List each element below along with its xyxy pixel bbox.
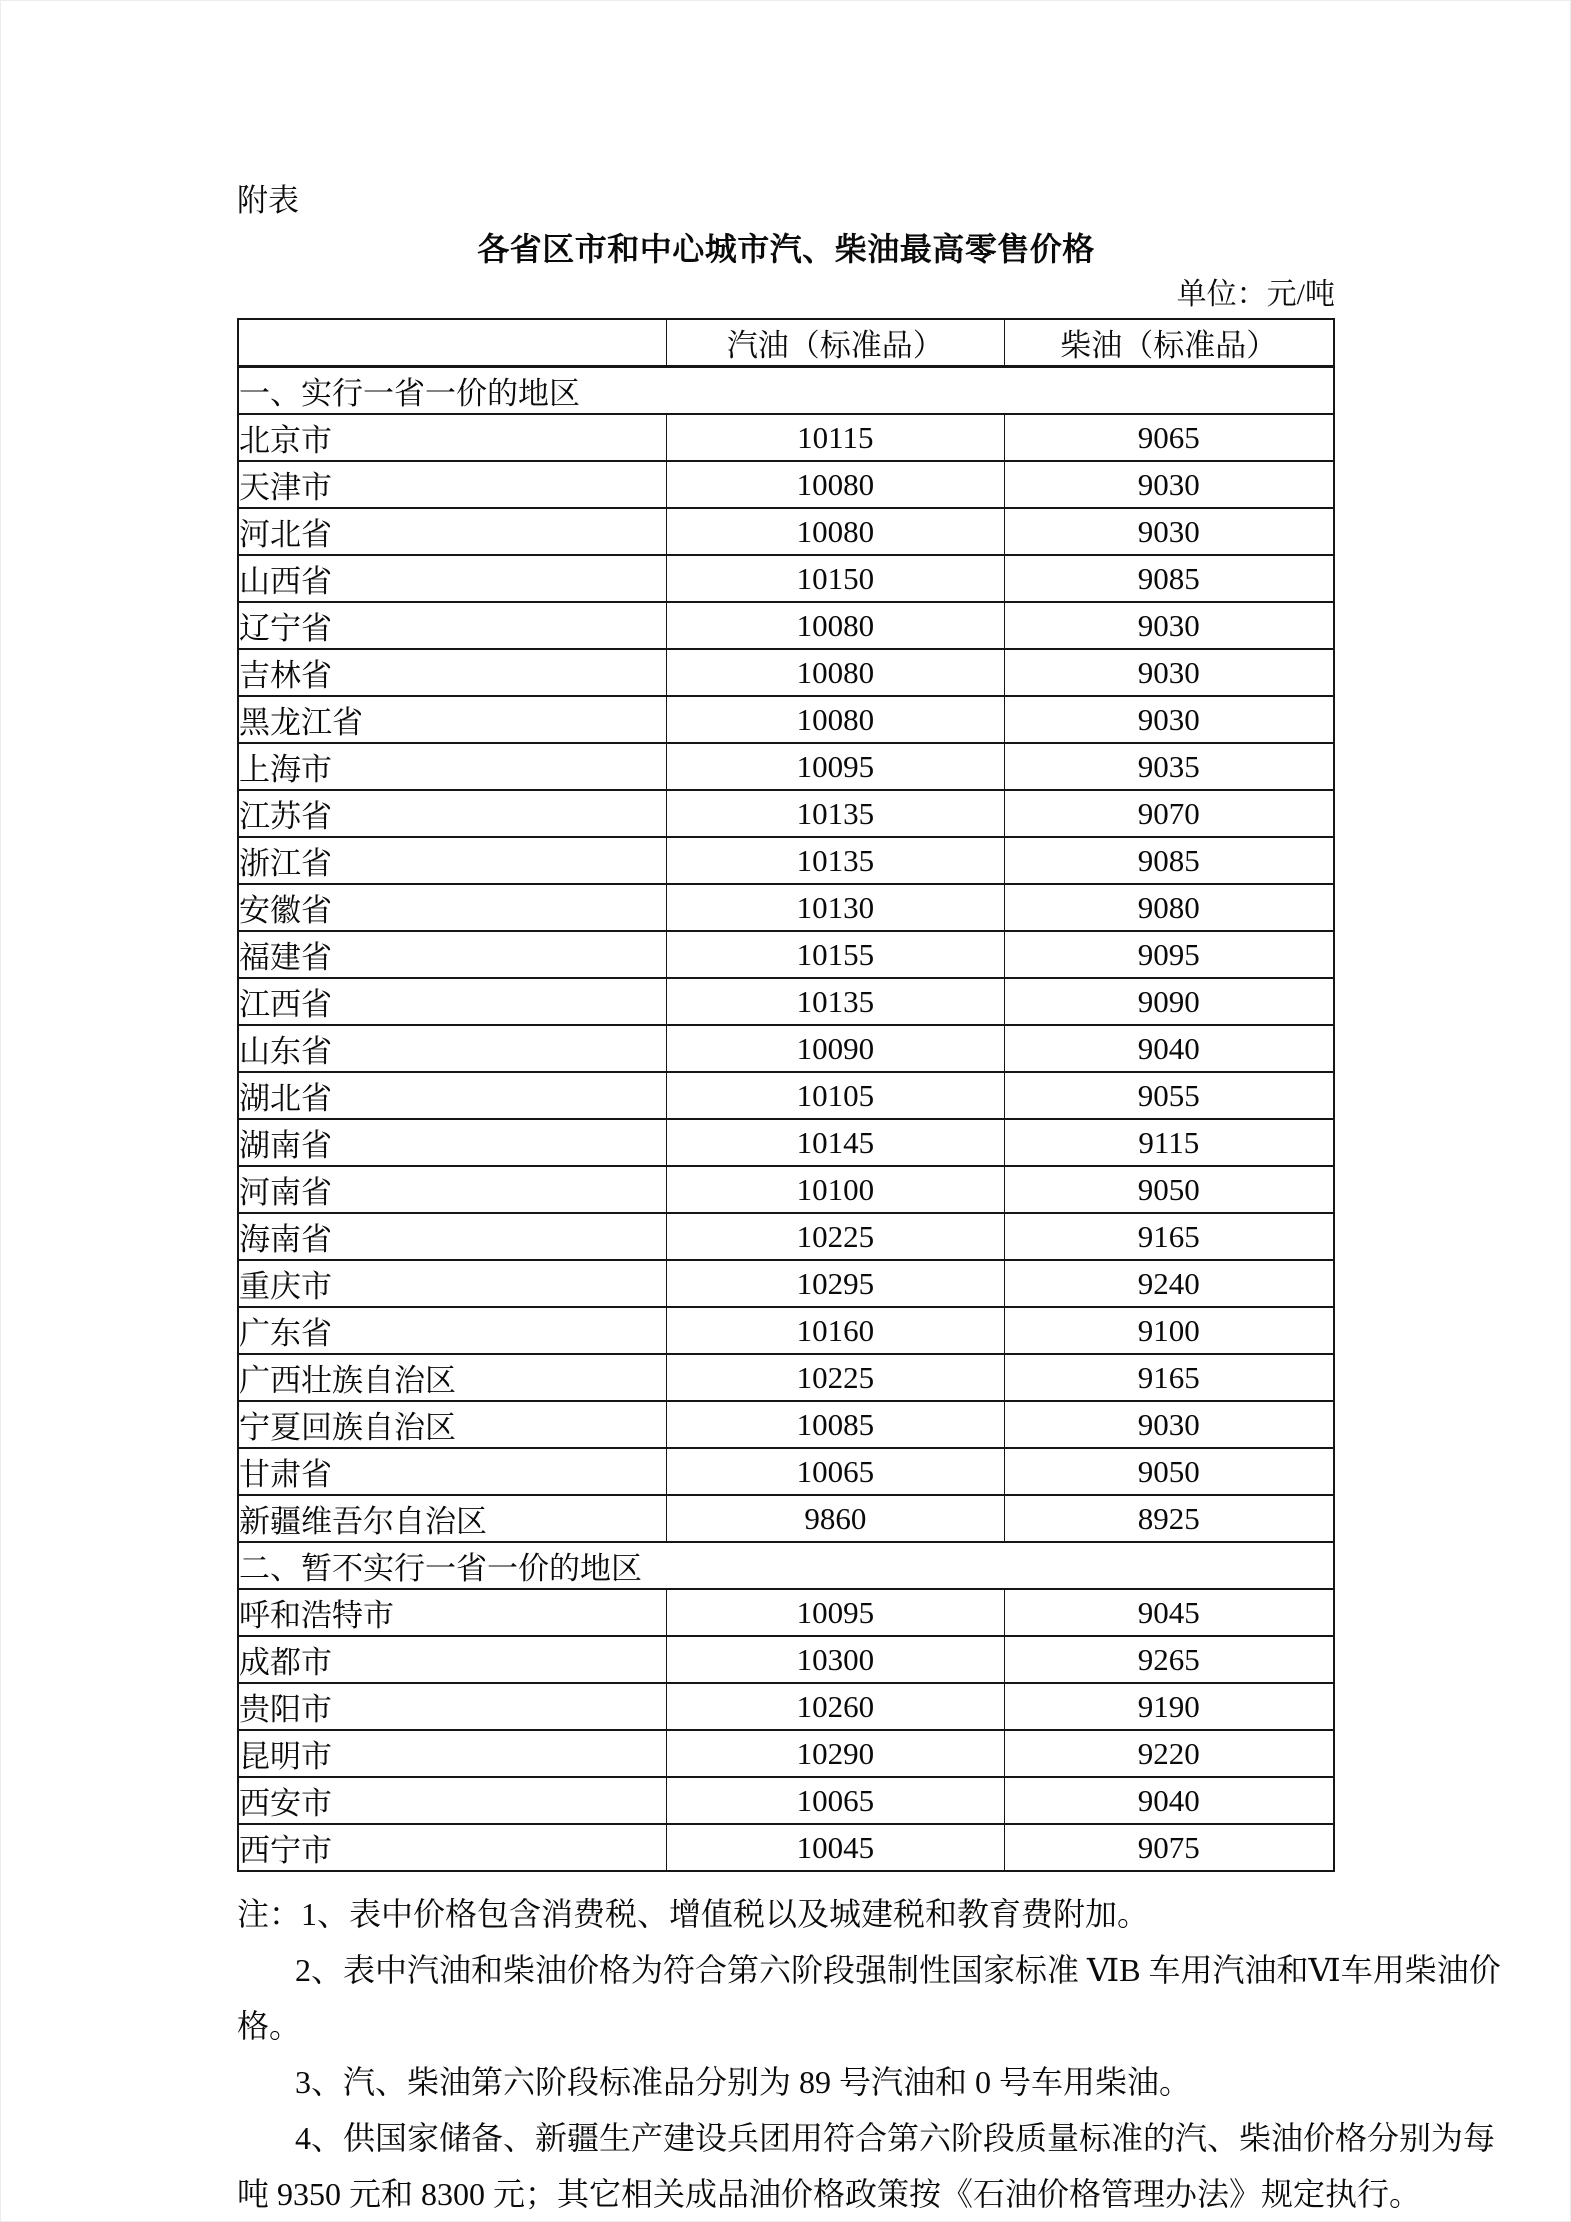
table-row — [238, 1683, 1334, 1730]
table-row — [238, 1495, 1334, 1542]
region-cell: 湖南省 — [238, 1119, 667, 1166]
table-row — [238, 1307, 1334, 1354]
gasoline-cell: 9860 — [667, 1495, 1005, 1542]
diesel-cell: 9030 — [1004, 461, 1334, 508]
diesel-cell: 9075 — [1004, 1824, 1334, 1871]
diesel-cell: 9040 — [1004, 1777, 1334, 1824]
diesel-cell: 9030 — [1004, 1401, 1334, 1448]
region-cell: 重庆市 — [238, 1260, 667, 1307]
gasoline-cell: 10135 — [667, 790, 1005, 837]
region-cell: 上海市 — [238, 743, 667, 790]
gasoline-cell: 10300 — [667, 1636, 1005, 1683]
diesel-cell: 9090 — [1004, 978, 1334, 1025]
gasoline-cell: 10295 — [667, 1260, 1005, 1307]
table-header — [238, 319, 1334, 367]
diesel-cell: 9100 — [1004, 1307, 1334, 1354]
diesel-cell: 9030 — [1004, 649, 1334, 696]
gasoline-cell: 10115 — [667, 414, 1005, 461]
table-row — [238, 1636, 1334, 1683]
region-cell: 黑龙江省 — [238, 696, 667, 743]
diesel-cell: 9065 — [1004, 414, 1334, 461]
diesel-cell: 9070 — [1004, 790, 1334, 837]
region-cell: 辽宁省 — [238, 602, 667, 649]
gasoline-cell: 10080 — [667, 649, 1005, 696]
unit-label: 单位：元/吨 — [1176, 278, 1335, 311]
page-content — [237, 182, 1501, 2222]
table-row — [238, 884, 1334, 931]
gasoline-cell: 10130 — [667, 884, 1005, 931]
table-row — [238, 696, 1334, 743]
diesel-cell: 9080 — [1004, 884, 1334, 931]
diesel-cell: 9055 — [1004, 1072, 1334, 1119]
section-title: 二、暂不实行一省一价的地区 — [238, 1542, 1334, 1589]
table-row — [238, 1354, 1334, 1401]
section-title: 一、实行一省一价的地区 — [238, 367, 1334, 415]
table-row — [238, 1401, 1334, 1448]
gasoline-cell: 10080 — [667, 696, 1005, 743]
region-cell: 贵阳市 — [238, 1683, 667, 1730]
table-row — [238, 1166, 1334, 1213]
table-row — [238, 978, 1334, 1025]
gasoline-cell: 10065 — [667, 1448, 1005, 1495]
diesel-cell: 9085 — [1004, 555, 1334, 602]
table-row — [238, 461, 1334, 508]
gasoline-cell: 10155 — [667, 931, 1005, 978]
region-cell: 山西省 — [238, 555, 667, 602]
section-row — [238, 367, 1334, 415]
region-cell: 广东省 — [238, 1307, 667, 1354]
diesel-cell: 9190 — [1004, 1683, 1334, 1730]
region-cell: 成都市 — [238, 1636, 667, 1683]
gasoline-cell: 10095 — [667, 1589, 1005, 1636]
diesel-cell: 9050 — [1004, 1166, 1334, 1213]
section-row — [238, 1542, 1334, 1589]
table-row — [238, 602, 1334, 649]
diesel-cell: 9240 — [1004, 1260, 1334, 1307]
appendix-label: 附表 — [237, 183, 299, 218]
table-row — [238, 555, 1334, 602]
gasoline-cell: 10100 — [667, 1166, 1005, 1213]
table-row — [238, 649, 1334, 696]
region-cell: 安徽省 — [238, 884, 667, 931]
table-row — [238, 743, 1334, 790]
note-line: 2、表中汽油和柴油价格为符合第六阶段强制性国家标准 ⅥB 车用汽油和Ⅵ车用柴油价 — [295, 1952, 1501, 1988]
table-row — [238, 1213, 1334, 1260]
diesel-cell: 9050 — [1004, 1448, 1334, 1495]
region-cell: 宁夏回族自治区 — [238, 1401, 667, 1448]
note-line: 吨 9350 元和 8300 元；其它相关成品油价格政策按《石油价格管理办法》规定执行。 — [237, 2176, 1422, 2212]
gasoline-cell: 10080 — [667, 508, 1005, 555]
region-cell: 呼和浩特市 — [238, 1589, 667, 1636]
region-cell: 吉林省 — [238, 649, 667, 696]
gasoline-cell: 10065 — [667, 1777, 1005, 1824]
table-row — [238, 1260, 1334, 1307]
gasoline-cell: 10225 — [667, 1213, 1005, 1260]
table-row — [238, 790, 1334, 837]
table-row — [238, 1025, 1334, 1072]
note-line: 4、供国家储备、新疆生产建设兵团用符合第六阶段质量标准的汽、柴油价格分别为每 — [295, 2120, 1496, 2156]
gasoline-cell: 10150 — [667, 555, 1005, 602]
region-cell: 天津市 — [238, 461, 667, 508]
gasoline-cell: 10045 — [667, 1824, 1005, 1871]
region-cell: 北京市 — [238, 414, 667, 461]
gasoline-cell: 10225 — [667, 1354, 1005, 1401]
notes-block — [237, 1886, 1501, 2222]
diesel-cell: 9035 — [1004, 743, 1334, 790]
diesel-cell: 9030 — [1004, 508, 1334, 555]
note-line: 格。 — [237, 2008, 302, 2044]
note-line: 注：1、表中价格包含消费税、增值税以及城建税和教育费附加。 — [237, 1896, 1150, 1932]
region-cell: 西安市 — [238, 1777, 667, 1824]
region-cell: 福建省 — [238, 931, 667, 978]
diesel-cell: 9165 — [1004, 1213, 1334, 1260]
region-cell: 西宁市 — [238, 1824, 667, 1871]
column-header-diesel: 柴油（标准品） — [1004, 319, 1334, 367]
gasoline-cell: 10135 — [667, 978, 1005, 1025]
gasoline-cell: 10160 — [667, 1307, 1005, 1354]
gasoline-cell: 10085 — [667, 1401, 1005, 1448]
gasoline-cell: 10090 — [667, 1025, 1005, 1072]
table-row — [238, 837, 1334, 884]
price-table — [237, 318, 1335, 1872]
diesel-cell: 9030 — [1004, 602, 1334, 649]
diesel-cell: 9165 — [1004, 1354, 1334, 1401]
table-row — [238, 414, 1334, 461]
diesel-cell: 9095 — [1004, 931, 1334, 978]
page-title: 各省区市和中心城市汽、柴油最高零售价格 — [477, 231, 1095, 267]
table-row — [238, 1589, 1334, 1636]
table-header-row — [238, 319, 1334, 367]
table-row — [238, 931, 1334, 978]
gasoline-cell: 10080 — [667, 602, 1005, 649]
diesel-cell: 9115 — [1004, 1119, 1334, 1166]
diesel-cell: 9220 — [1004, 1730, 1334, 1777]
gasoline-cell: 10135 — [667, 837, 1005, 884]
gasoline-cell: 10080 — [667, 461, 1005, 508]
table-row — [238, 1448, 1334, 1495]
diesel-cell: 9030 — [1004, 696, 1334, 743]
region-cell: 河北省 — [238, 508, 667, 555]
gasoline-cell: 10095 — [667, 743, 1005, 790]
gasoline-cell: 10290 — [667, 1730, 1005, 1777]
diesel-cell: 9265 — [1004, 1636, 1334, 1683]
table-row — [238, 1777, 1334, 1824]
diesel-cell: 9040 — [1004, 1025, 1334, 1072]
region-cell: 新疆维吾尔自治区 — [238, 1495, 667, 1542]
table-row — [238, 1730, 1334, 1777]
diesel-cell: 9085 — [1004, 837, 1334, 884]
region-cell: 广西壮族自治区 — [238, 1354, 667, 1401]
table-row — [238, 1119, 1334, 1166]
region-cell: 河南省 — [238, 1166, 667, 1213]
diesel-cell: 8925 — [1004, 1495, 1334, 1542]
region-cell: 浙江省 — [238, 837, 667, 884]
column-header-gasoline: 汽油（标准品） — [667, 319, 1005, 367]
region-cell: 江西省 — [238, 978, 667, 1025]
region-cell: 山东省 — [238, 1025, 667, 1072]
region-cell: 江苏省 — [238, 790, 667, 837]
note-line: 3、汽、柴油第六阶段标准品分别为 89 号汽油和 0 号车用柴油。 — [295, 2064, 1192, 2100]
region-cell: 湖北省 — [238, 1072, 667, 1119]
table-body — [238, 367, 1334, 1872]
gasoline-cell: 10105 — [667, 1072, 1005, 1119]
gasoline-cell: 10260 — [667, 1683, 1005, 1730]
diesel-cell: 9045 — [1004, 1589, 1334, 1636]
region-cell: 甘肃省 — [238, 1448, 667, 1495]
region-cell: 昆明市 — [238, 1730, 667, 1777]
table-row — [238, 1824, 1334, 1871]
table-row — [238, 508, 1334, 555]
gasoline-cell: 10145 — [667, 1119, 1005, 1166]
table-row — [238, 1072, 1334, 1119]
region-cell: 海南省 — [238, 1213, 667, 1260]
column-header-region — [238, 319, 667, 367]
